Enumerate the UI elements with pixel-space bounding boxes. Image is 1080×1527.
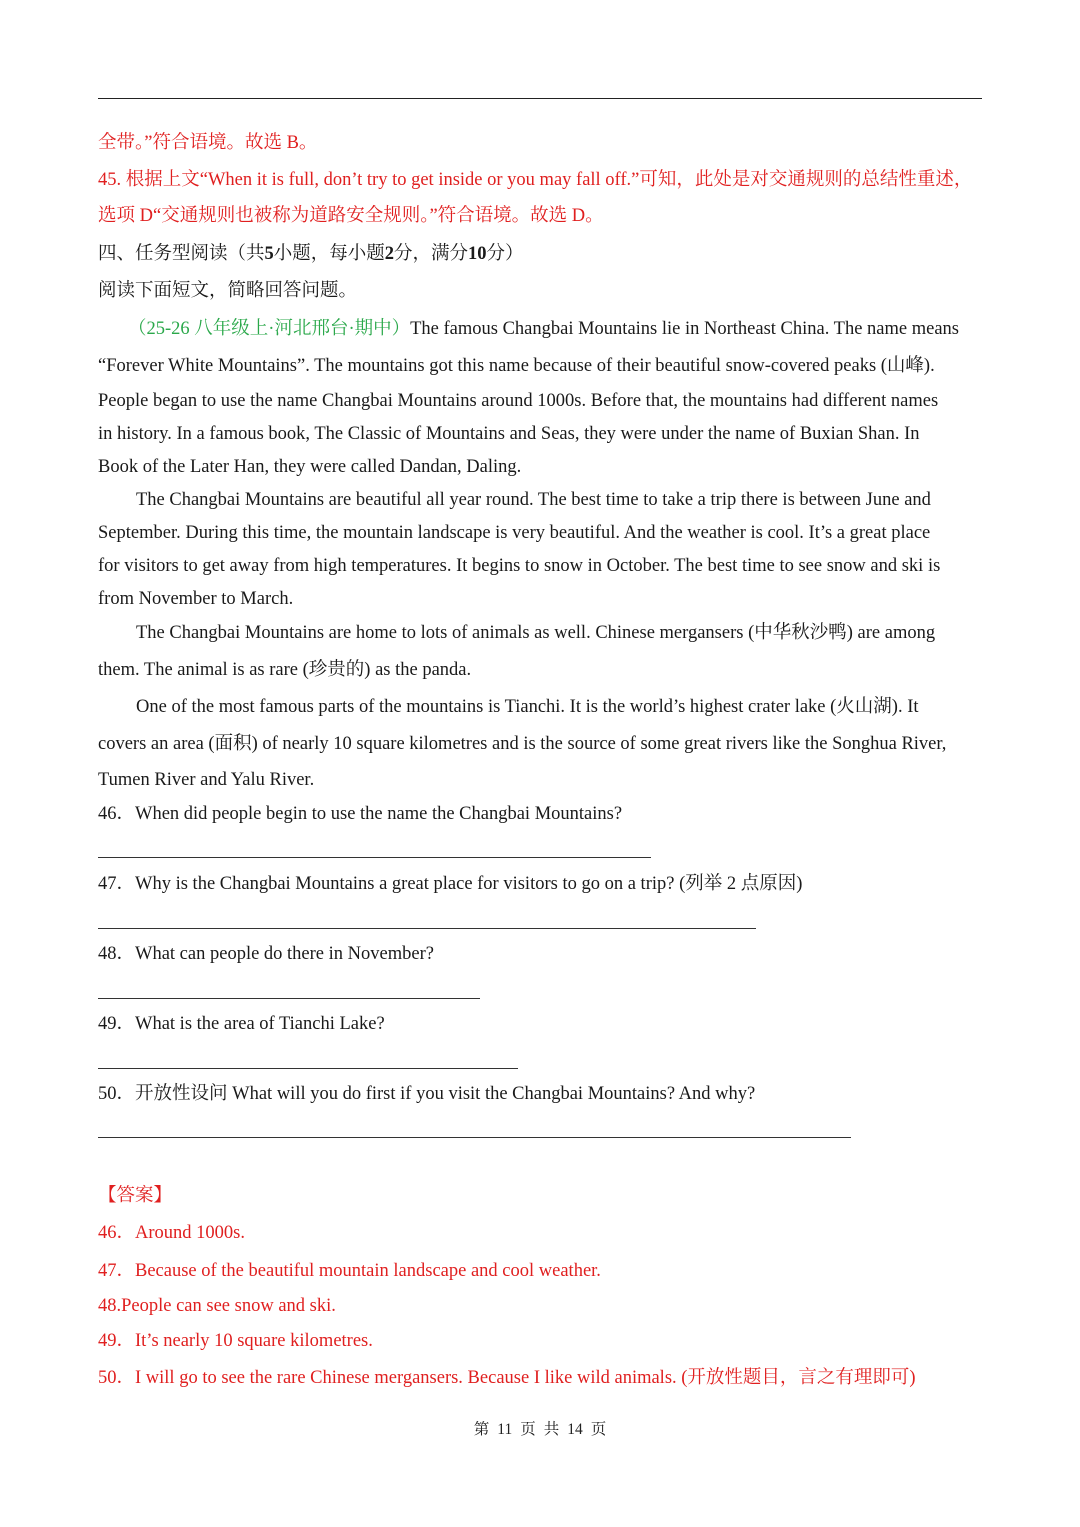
passage-line: “Forever White Mountains”. The mountains got this name because of their beautiful snow-covered peaks (山峰). bbox=[98, 356, 935, 376]
passage-line: from November to March. bbox=[98, 589, 294, 609]
section-instruction: 阅读下面短文，简略回答问题。 bbox=[98, 281, 358, 301]
passage-line: The Changbai Mountains are beautiful all year round. The best time to take a trip there is between June and bbox=[136, 490, 931, 510]
question-46: 46．When did people begin to use the name the Changbai Mountains? bbox=[98, 804, 623, 824]
passage-line: People began to use the name Changbai Mountains around 1000s. Before that, the mountains had different names bbox=[98, 391, 939, 411]
question-49: 49．What is the area of Tianchi Lake? bbox=[98, 1014, 385, 1034]
answer-blank-46[interactable] bbox=[98, 857, 651, 858]
answer-blank-47[interactable] bbox=[98, 928, 756, 929]
question-48: 48．What can people do there in November? bbox=[98, 944, 434, 964]
answer-blank-48[interactable] bbox=[98, 998, 480, 999]
explanation-line: 选项 D“交通规则也被称为道路安全规则。”符合语境。故选 D。 bbox=[98, 206, 604, 226]
passage-line: covers an area (面积) of nearly 10 square kilometres and is the source of some great rivers like the Songhua River, bbox=[98, 734, 947, 754]
passage-line: in history. In a famous book, The Classic of Mountains and Seas, they were under the name of Buxian Shan. In bbox=[98, 424, 920, 444]
passage-source: （25-26 八年级上·河北邢台·期中） bbox=[128, 319, 411, 339]
question-47: 47．Why is the Changbai Mountains a great place for visitors to go on a trip? (列举 2 点原因) bbox=[98, 874, 803, 894]
section-heading: 四、任务型阅读（共5小题，每小题2分，满分10分） bbox=[98, 244, 524, 264]
header-rule bbox=[98, 98, 982, 99]
explanation-line: 全带。”符合语境。故选 B。 bbox=[98, 133, 318, 153]
page-footer: 第 11 页 共 14 页 bbox=[473, 1421, 607, 1438]
answer-item: 49．It’s nearly 10 square kilometres. bbox=[98, 1331, 373, 1351]
passage-line: The Changbai Mountains are home to lots of animals as well. Chinese mergansers (中华秋沙鸭) are among bbox=[136, 623, 936, 643]
passage-line: One of the most famous parts of the mountains is Tianchi. It is the world’s highest crater lake (火山湖). It bbox=[136, 697, 919, 717]
current-page-number: 11 bbox=[497, 1421, 513, 1438]
passage-line: （25-26 八年级上·河北邢台·期中）The famous Changbai Mountains lie in Northeast China. The name means bbox=[128, 319, 959, 339]
answer-item: 48.People can see snow and ski. bbox=[98, 1296, 336, 1316]
total-page-count: 14 bbox=[567, 1421, 583, 1438]
passage-line: September. During this time, the mountain landscape is very beautiful. And the weather is cool. It’s a great place bbox=[98, 523, 931, 543]
answer-item: 47．Because of the beautiful mountain landscape and cool weather. bbox=[98, 1261, 601, 1281]
passage-line: them. The animal is as rare (珍贵的) as the panda. bbox=[98, 660, 472, 680]
answers-heading: 【答案】 bbox=[98, 1186, 173, 1206]
question-50: 50．开放性设问 What will you do first if you visit the Changbai Mountains? And why? bbox=[98, 1084, 756, 1104]
passage-line: for visitors to get away from high temperatures. It begins to snow in October. The best time to see snow and ski is bbox=[98, 556, 941, 576]
answer-item: 46．Around 1000s. bbox=[98, 1223, 245, 1243]
answer-item: 50．I will go to see the rare Chinese mergansers. Because I like wild animals. (开放性题目，言之有理即可) bbox=[98, 1368, 916, 1388]
passage-line: Book of the Later Han, they were called Dandan, Daling. bbox=[98, 457, 522, 477]
answer-blank-50[interactable] bbox=[98, 1137, 851, 1138]
passage-line: Tumen River and Yalu River. bbox=[98, 770, 315, 790]
explanation-line: 45. 根据上文“When it is full, don’t try to get inside or you may fall off.”可知，此处是对交通规则的总结性重述， bbox=[98, 170, 973, 190]
answer-blank-49[interactable] bbox=[98, 1068, 518, 1069]
